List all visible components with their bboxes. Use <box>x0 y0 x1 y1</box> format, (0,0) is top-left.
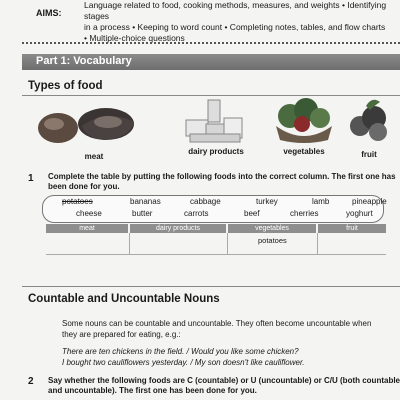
word-cabbage: cabbage <box>190 197 221 206</box>
word-cheese: cheese <box>76 209 102 218</box>
question-2-line-2: and uncountable). The first one has been done for you. <box>48 386 257 395</box>
examples <box>62 346 400 368</box>
column-divider <box>317 233 318 255</box>
caption-vegetables: vegetables <box>283 147 325 156</box>
section-rule <box>22 286 400 287</box>
countable-heading: Countable and Uncountable Nouns <box>28 293 220 305</box>
word-lamb: lamb <box>312 197 330 206</box>
question-1-number: 1 <box>28 173 34 184</box>
question-1-text <box>48 172 400 192</box>
caption-meat: meat <box>84 152 104 161</box>
example-entry: potatoes <box>258 236 287 245</box>
part-1-title: Part 1: Vocabulary <box>36 55 132 67</box>
column-divider <box>129 233 130 255</box>
intro-line-1: Some nouns can be countable and uncountable. They often become uncountable when <box>62 319 372 328</box>
word-carrots: carrots <box>184 209 209 218</box>
column-divider <box>227 233 228 255</box>
aims-line-2: in a process • Keeping to word count • Completing notes, tables, and flow charts <box>84 22 386 32</box>
question-2-text <box>48 376 400 396</box>
column-vegetables: vegetables <box>228 224 316 233</box>
intro-line-2: they are prepared for eating, e.g.: <box>62 330 181 339</box>
aims-label: AIMS: <box>36 8 62 18</box>
countable-intro <box>62 318 400 340</box>
example-1: There are ten chickens in the field. / Would you like some chicken? <box>62 347 299 356</box>
word-yoghurt: yoghurt <box>346 209 373 218</box>
types-of-food-heading: Types of food <box>28 80 103 92</box>
fruit-image <box>344 96 392 144</box>
table-bottom-rule <box>46 254 386 255</box>
word-beef: beef <box>244 209 260 218</box>
caption-fruit: fruit <box>361 150 377 159</box>
dairy-products-image <box>180 98 250 144</box>
example-2: I bought two cauliflowers yesterday. / My son doesn't like cauliflower. <box>62 358 305 367</box>
column-meat: meat <box>46 224 128 233</box>
word-pineapple: pineapple <box>352 197 387 206</box>
aims-text <box>84 0 396 44</box>
aims-box <box>22 0 400 44</box>
word-cherries: cherries <box>290 209 319 218</box>
meat-image <box>34 104 144 146</box>
part-1-banner <box>22 54 400 70</box>
caption-dairy-products: dairy products <box>188 147 244 156</box>
question-1-line-1: Complete the table by putting the following foods into the correct column. The first one has <box>48 172 396 181</box>
word-butter: butter <box>132 209 153 218</box>
question-2-number: 2 <box>28 376 34 387</box>
word-potatoes: potatoes <box>62 197 93 206</box>
aims-line-1: Language related to food, cooking methods, measures, and weights • Identifying stages <box>84 0 387 21</box>
word-turkey: turkey <box>256 197 278 206</box>
column-fruit: fruit <box>318 224 386 233</box>
word-bananas: bananas <box>130 197 161 206</box>
column-dairy-products: dairy products <box>130 224 226 233</box>
aims-line-3: • Multiple-choice questions <box>84 33 185 43</box>
question-1-line-2: been done for you. <box>48 182 120 191</box>
question-2-line-1: Say whether the following foods are C (countable) or U (uncountable) or C/U (both countable <box>48 376 400 385</box>
vegetables-image <box>272 96 336 144</box>
